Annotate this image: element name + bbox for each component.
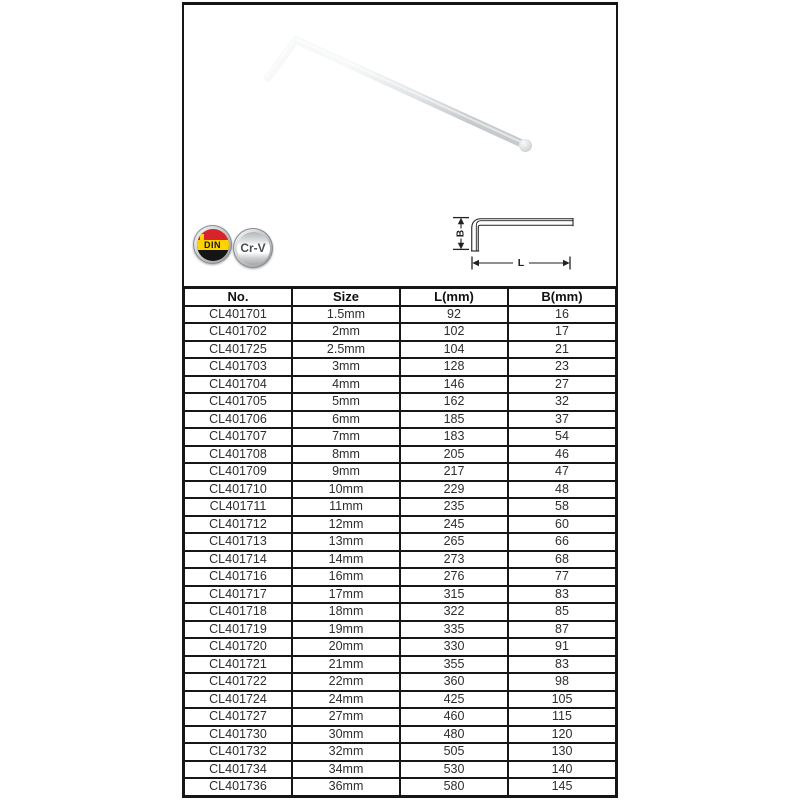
table-row xyxy=(185,674,615,690)
cell-no: CL401708 xyxy=(185,447,291,463)
cell-size: 30mm xyxy=(293,727,399,743)
cell-size: 17mm xyxy=(293,587,399,603)
din-badge-icon xyxy=(193,225,232,264)
cell-l: 104 xyxy=(401,342,507,358)
cell-l: 355 xyxy=(401,657,507,673)
cell-no: CL401724 xyxy=(185,692,291,708)
cell-size: 16mm xyxy=(293,569,399,585)
cell-l: 235 xyxy=(401,499,507,515)
cell-b: 23 xyxy=(509,359,615,375)
cell-b: 130 xyxy=(509,744,615,760)
cell-size: 34mm xyxy=(293,762,399,778)
hex-key-image xyxy=(267,38,532,152)
cell-l: 92 xyxy=(401,307,507,323)
b-dimension xyxy=(453,218,469,250)
table-row xyxy=(185,499,615,515)
cell-no: CL401713 xyxy=(185,534,291,550)
table-row xyxy=(185,342,615,358)
cell-size: 9mm xyxy=(293,464,399,480)
header-l-mm: L(mm) xyxy=(401,289,507,305)
table-row xyxy=(185,552,615,568)
cell-no: CL401718 xyxy=(185,604,291,620)
dimension-diagram xyxy=(453,218,573,270)
cell-no: CL401701 xyxy=(185,307,291,323)
table-row xyxy=(185,604,615,620)
cell-b: 85 xyxy=(509,604,615,620)
table-row xyxy=(185,464,615,480)
cell-size: 4mm xyxy=(293,377,399,393)
cell-size: 13mm xyxy=(293,534,399,550)
cell-b: 32 xyxy=(509,394,615,410)
table-row xyxy=(185,447,615,463)
table-row xyxy=(185,639,615,655)
cell-size: 1.5mm xyxy=(293,307,399,323)
cell-size: 6mm xyxy=(293,412,399,428)
cell-b: 105 xyxy=(509,692,615,708)
cell-l: 580 xyxy=(401,779,507,795)
cell-l: 460 xyxy=(401,709,507,725)
cell-size: 8mm xyxy=(293,447,399,463)
cell-b: 27 xyxy=(509,377,615,393)
l-dimension-label: L xyxy=(517,257,525,269)
cell-l: 425 xyxy=(401,692,507,708)
cell-l: 162 xyxy=(401,394,507,410)
cell-no: CL401722 xyxy=(185,674,291,690)
cell-size: 2mm xyxy=(293,324,399,340)
cell-no: CL401711 xyxy=(185,499,291,515)
cell-b: 91 xyxy=(509,639,615,655)
cell-b: 98 xyxy=(509,674,615,690)
table-row xyxy=(185,692,615,708)
cell-l: 185 xyxy=(401,412,507,428)
cell-b: 140 xyxy=(509,762,615,778)
cell-b: 58 xyxy=(509,499,615,515)
cell-size: 3mm xyxy=(293,359,399,375)
table-row xyxy=(185,517,615,533)
cell-no: CL401721 xyxy=(185,657,291,673)
cell-b: 16 xyxy=(509,307,615,323)
b-dimension-label: B xyxy=(455,229,467,238)
cell-no: CL401714 xyxy=(185,552,291,568)
table-row xyxy=(185,587,615,603)
cell-b: 21 xyxy=(509,342,615,358)
cell-size: 36mm xyxy=(293,779,399,795)
table-row xyxy=(185,709,615,725)
table-row xyxy=(185,779,615,795)
table-row xyxy=(185,762,615,778)
table-row xyxy=(185,377,615,393)
table-row xyxy=(185,482,615,498)
cell-no: CL401732 xyxy=(185,744,291,760)
cell-size: 2.5mm xyxy=(293,342,399,358)
table-row xyxy=(185,307,615,323)
cell-no: CL401707 xyxy=(185,429,291,445)
cell-no: CL401704 xyxy=(185,377,291,393)
cell-l: 322 xyxy=(401,604,507,620)
cell-no: CL401710 xyxy=(185,482,291,498)
cell-l: 245 xyxy=(401,517,507,533)
cell-size: 19mm xyxy=(293,622,399,638)
cell-no: CL401716 xyxy=(185,569,291,585)
cell-b: 17 xyxy=(509,324,615,340)
cell-no: CL401719 xyxy=(185,622,291,638)
cell-b: 60 xyxy=(509,517,615,533)
l-dimension xyxy=(472,257,570,270)
crv-badge-label: Cr-V xyxy=(237,232,270,265)
table-row xyxy=(185,657,615,673)
header-size: Size xyxy=(293,289,399,305)
cell-size: 12mm xyxy=(293,517,399,533)
crv-badge-icon xyxy=(233,228,273,268)
cell-l: 102 xyxy=(401,324,507,340)
cell-size: 18mm xyxy=(293,604,399,620)
cell-l: 505 xyxy=(401,744,507,760)
cell-b: 83 xyxy=(509,657,615,673)
cell-l: 530 xyxy=(401,762,507,778)
cell-l: 330 xyxy=(401,639,507,655)
spec-table xyxy=(182,286,618,798)
product-image-panel xyxy=(182,2,618,286)
cell-l: 360 xyxy=(401,674,507,690)
cell-no: CL401734 xyxy=(185,762,291,778)
cell-l: 480 xyxy=(401,727,507,743)
cell-l: 265 xyxy=(401,534,507,550)
cell-b: 68 xyxy=(509,552,615,568)
cell-l: 128 xyxy=(401,359,507,375)
cell-b: 145 xyxy=(509,779,615,795)
table-row xyxy=(185,429,615,445)
table-row xyxy=(185,394,615,410)
cell-no: CL401712 xyxy=(185,517,291,533)
cell-size: 21mm xyxy=(293,657,399,673)
header-b-mm: B(mm) xyxy=(509,289,615,305)
cell-l: 276 xyxy=(401,569,507,585)
table-row xyxy=(185,534,615,550)
cell-l: 229 xyxy=(401,482,507,498)
cell-size: 10mm xyxy=(293,482,399,498)
cell-no: CL401720 xyxy=(185,639,291,655)
cell-no: CL401702 xyxy=(185,324,291,340)
cell-no: CL401717 xyxy=(185,587,291,603)
table-row xyxy=(185,569,615,585)
cell-b: 87 xyxy=(509,622,615,638)
cell-b: 47 xyxy=(509,464,615,480)
cell-size: 22mm xyxy=(293,674,399,690)
cell-no: CL401705 xyxy=(185,394,291,410)
cell-b: 48 xyxy=(509,482,615,498)
cell-size: 7mm xyxy=(293,429,399,445)
table-row xyxy=(185,744,615,760)
header-no: No. xyxy=(185,289,291,305)
cell-b: 83 xyxy=(509,587,615,603)
cell-l: 315 xyxy=(401,587,507,603)
cell-size: 5mm xyxy=(293,394,399,410)
ball-end xyxy=(519,139,532,152)
cell-no: CL401706 xyxy=(185,412,291,428)
cell-no: CL401709 xyxy=(185,464,291,480)
cell-size: 11mm xyxy=(293,499,399,515)
din-badge-inner xyxy=(197,229,229,261)
spec-table-body xyxy=(185,307,615,795)
cell-no: CL401727 xyxy=(185,709,291,725)
cell-size: 24mm xyxy=(293,692,399,708)
cell-b: 66 xyxy=(509,534,615,550)
cell-no: CL401730 xyxy=(185,727,291,743)
cell-no: CL401725 xyxy=(185,342,291,358)
table-row xyxy=(185,324,615,340)
cell-size: 14mm xyxy=(293,552,399,568)
cell-size: 20mm xyxy=(293,639,399,655)
cell-b: 46 xyxy=(509,447,615,463)
cell-l: 335 xyxy=(401,622,507,638)
cell-b: 120 xyxy=(509,727,615,743)
cell-l: 273 xyxy=(401,552,507,568)
table-row xyxy=(185,727,615,743)
product-sheet xyxy=(182,2,618,798)
cell-b: 54 xyxy=(509,429,615,445)
din-badge-label: DIN xyxy=(197,240,229,250)
cell-b: 37 xyxy=(509,412,615,428)
table-row xyxy=(185,622,615,638)
table-row xyxy=(185,412,615,428)
cell-no: CL401703 xyxy=(185,359,291,375)
cell-b: 115 xyxy=(509,709,615,725)
cell-size: 32mm xyxy=(293,744,399,760)
table-row xyxy=(185,359,615,375)
cell-size: 27mm xyxy=(293,709,399,725)
cell-b: 77 xyxy=(509,569,615,585)
spec-table-header-row xyxy=(185,289,615,305)
cell-l: 205 xyxy=(401,447,507,463)
cell-no: CL401736 xyxy=(185,779,291,795)
cell-l: 217 xyxy=(401,464,507,480)
cell-l: 146 xyxy=(401,377,507,393)
cell-l: 183 xyxy=(401,429,507,445)
